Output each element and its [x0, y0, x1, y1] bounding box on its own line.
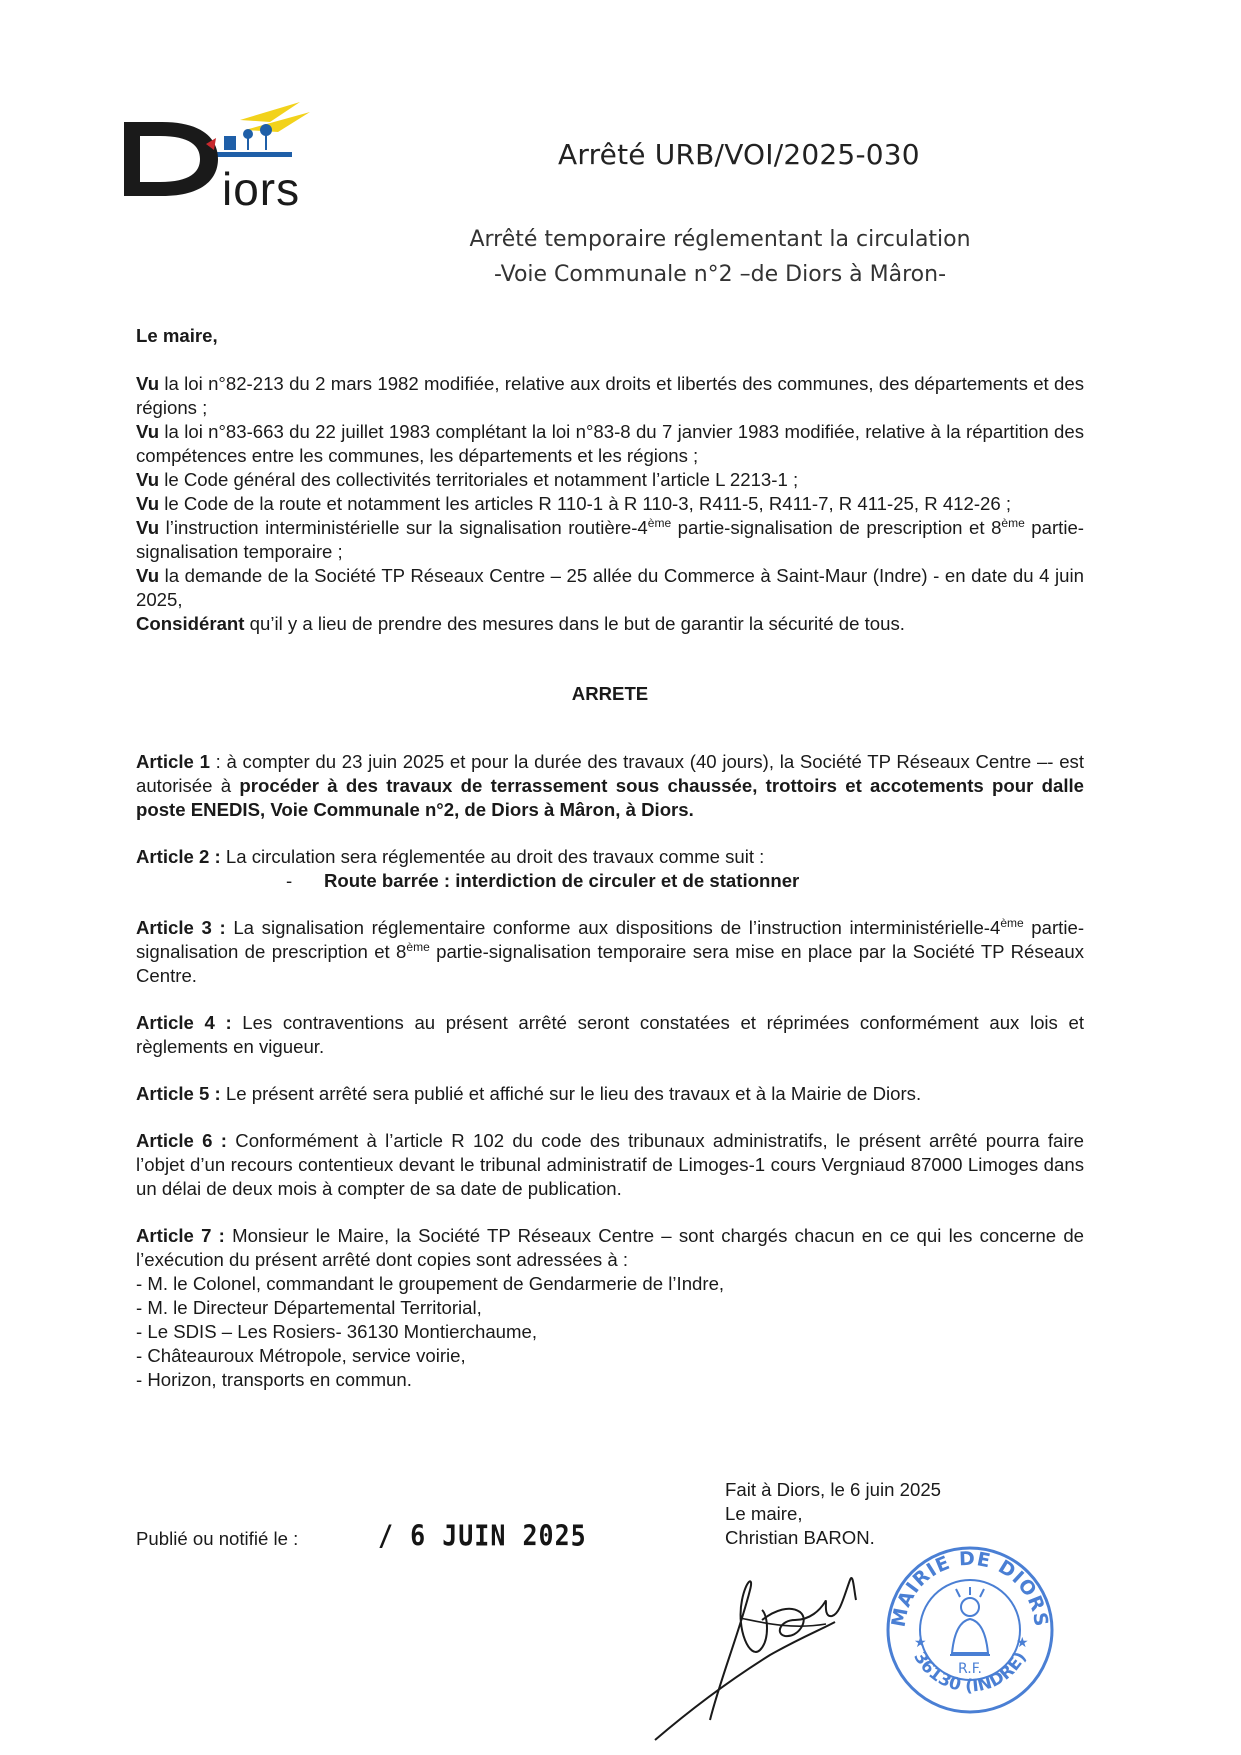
legal-basis-item — [136, 420, 1084, 468]
superscript: ème — [1001, 515, 1025, 530]
article-text: La circulation sera réglementée au droit des travaux comme suit : — [220, 846, 765, 867]
legal-basis-text: l’instruction interministérielle sur la signalisation routière-4 — [159, 517, 648, 538]
legal-basis-item — [136, 516, 1084, 564]
legal-basis-text: partie-signalisation de prescription et 8 — [671, 517, 1002, 538]
recipient-item: - M. le Directeur Départemental Territorial, — [136, 1297, 482, 1318]
seal-top-text: MAIRIE DE DIORS — [887, 1547, 1053, 1629]
legal-basis-item — [136, 612, 1084, 636]
article-3 — [136, 916, 1084, 988]
decision-heading: ARRETE — [571, 683, 649, 704]
legal-basis-item — [136, 372, 1084, 420]
handwritten-signature — [650, 1560, 890, 1745]
article-text: partie-signalisation de prescription et 8 — [136, 917, 1085, 962]
article-label: Article 5 : — [136, 1083, 221, 1104]
article-text: Le présent arrêté sera publié et affiché sur le lieu des travaux et à la Mairie de Diors. — [220, 1083, 922, 1104]
recipient-item: - Le SDIS – Les Rosiers- 36130 Montierchaume, — [136, 1321, 537, 1342]
legal-basis-item — [136, 468, 1084, 492]
keyword: Vu — [136, 421, 160, 442]
article-2 — [136, 845, 1084, 893]
keyword: Vu — [136, 373, 160, 394]
article-text: Les contraventions au présent arrêté seront constatées et réprimées conformément aux lois et règlements en vigueur. — [136, 1012, 1084, 1057]
article-1 — [136, 750, 1084, 822]
article-emphasis: procéder à des travaux de terrassement sous chaussée, trottoirs et accotements pour dalle poste ENEDIS, Voie Communale n°2, de Diors à Mâron, à Diors. — [136, 775, 1084, 820]
keyword: Considérant — [136, 613, 245, 634]
keyword: Vu — [136, 517, 160, 538]
article-text: : à compter du 23 juin 2025 et pour la durée des travaux (40 jours), la Société TP Réseaux Centre –- est autorisée à — [136, 751, 1084, 796]
keyword: Vu — [136, 565, 160, 586]
signatory-role: Le maire, — [725, 1503, 803, 1524]
place-date: Fait à Diors, le 6 juin 2025 — [725, 1479, 942, 1500]
recipient-item: - M. le Colonel, commandant le groupement de Gendarmerie de l’Indre, — [136, 1273, 725, 1294]
town-hall-seal — [880, 1535, 1060, 1715]
decree-subtitle — [420, 222, 1020, 292]
keyword: Vu — [136, 469, 160, 490]
legal-basis-text: partie-signalisation temporaire ; — [136, 517, 1084, 562]
decree-reference: Arrêté URB/VOI/2025-030 — [558, 138, 920, 171]
article-label: Article 3 : — [136, 917, 226, 938]
mayor-intro: Le maire, — [136, 325, 218, 346]
legal-basis-text: la loi n°82-213 du 2 mars 1982 modifiée, relative aux droits et libertés des communes, des départements et des régions ; — [136, 373, 1084, 418]
logo-wordmark: iors — [222, 163, 301, 215]
recipient-item: - Horizon, transports en commun. — [136, 1369, 412, 1390]
legal-basis-text: la demande de la Société TP Réseaux Centre – 25 allée du Commerce à Saint-Maur (Indre) - en date du 4 juin 2025, — [136, 565, 1084, 610]
route-closure-item — [286, 869, 1084, 893]
article-6 — [136, 1129, 1084, 1201]
svg-text:★: ★ — [914, 1635, 927, 1651]
article-5 — [136, 1082, 1084, 1106]
article-text: Monsieur le Maire, la Société TP Réseaux Centre – sont chargés chacun en ce qui les concerne de l’exécution du présent arrêté dont copies sont adressées à : — [136, 1225, 1084, 1270]
publication-date-stamp: / 6 JUIN 2025 — [378, 1518, 587, 1553]
article-4 — [136, 1011, 1084, 1059]
legal-basis-text: le Code de la route et notamment les articles R 110-1 à R 110-3, R411-5, R411-7, R 411-25, R 412-26 ; — [159, 493, 1012, 514]
seal-center-text: R.F. — [958, 1661, 982, 1677]
article-label: Article 6 : — [136, 1130, 227, 1151]
decree-body — [136, 324, 1084, 1415]
legal-basis-item — [136, 564, 1084, 612]
article-text: Conformément à l’article R 102 du code des tribunaux administratifs, le présent arrêté pourra faire l’objet d’un recours contentieux devant le tribunal administratif de Limoges-1 cours Vergniaud 87000 Limoges dans un délai de deux mois à compter de sa date de publication. — [136, 1130, 1085, 1199]
legal-basis-list — [136, 372, 1084, 636]
superscript: ème — [647, 515, 672, 530]
article-label: Article 1 — [136, 751, 210, 772]
article-text: partie-signalisation temporaire sera mise en place par la Société TP Réseaux Centre. — [136, 941, 1084, 986]
subtitle-line-1: Arrêté temporaire réglementant la circulation — [469, 227, 971, 252]
legal-basis-item — [136, 492, 1084, 516]
svg-text:★: ★ — [1016, 1635, 1029, 1651]
seal-bottom-text: 36130 (INDRE) — [909, 1648, 1031, 1697]
article-label: Article 7 : — [136, 1225, 225, 1246]
superscript: ème — [406, 939, 430, 954]
keyword: Vu — [136, 493, 160, 514]
recipients-list — [136, 1272, 1084, 1392]
legal-basis-text: la loi n°83-663 du 22 juillet 1983 complétant la loi n°83-8 du 7 janvier 1983 modifiée, relative à la répartition des compétences entre les communes, les départements et les régions ; — [136, 421, 1084, 466]
signatory-name: Christian BARON. — [725, 1527, 875, 1548]
publication-label: Publié ou notifié le : — [136, 1528, 299, 1549]
article-7 — [136, 1224, 1084, 1392]
recipient-item: - Châteauroux Métropole, service voirie, — [136, 1345, 466, 1366]
subtitle-line-2: -Voie Communale n°2 –de Diors à Mâron- — [493, 262, 947, 287]
superscript: ème — [1000, 915, 1024, 930]
legal-basis-text: le Code général des collectivités territoriales et notamment l’article L 2213-1 ; — [159, 469, 799, 490]
route-closure-text: Route barrée : interdiction de circuler et de stationner — [324, 870, 800, 891]
article-text: La signalisation réglementaire conforme aux dispositions de l’instruction interministérielle-4 — [225, 917, 1001, 938]
legal-basis-text: qu’il y a lieu de prendre des mesures dans le but de garantir la sécurité de tous. — [244, 613, 905, 634]
list-dash: - — [286, 870, 293, 891]
article-label: Article 2 : — [136, 846, 221, 867]
article-label: Article 4 : — [136, 1012, 232, 1033]
